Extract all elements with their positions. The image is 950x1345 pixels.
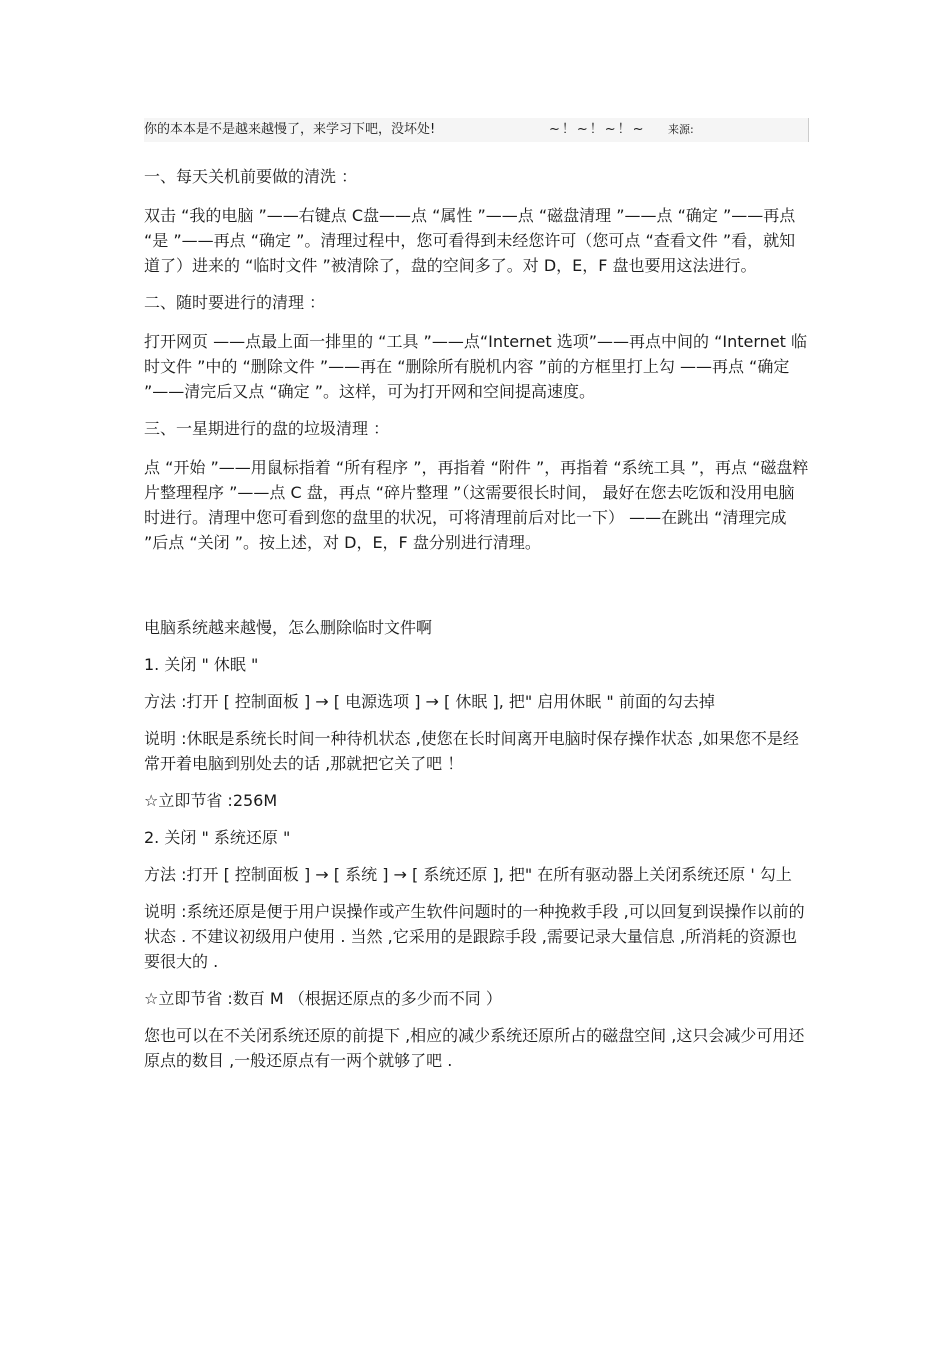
item-2-description: 说明 :系统还原是便于用户误操作或产生软件问题时的一种挽救手段 ,可以回复到误操作以前的状态 . 不建议初级用户使用 . 当然 ,它采用的是跟踪手段 ,需要记录大量信息 ,所消耗的资源也要很大的 . <box>144 902 805 971</box>
section-1-title: 一、每天关机前要做的清洗 ： <box>144 167 358 186</box>
item-1-description: 说明 :休眠是系统长时间一种待机状态 ,使您在长时间离开电脑时保存操作状态 ,如果您不是经常开着电脑到别处去的话 ,那就把它关了吧 ！ <box>144 729 799 773</box>
item-2-savings: ☆立即节省 :数百 M （根据还原点的多少而不同 ） <box>144 989 502 1008</box>
item-2-note: 您也可以在不关闭系统还原的前提下 ,相应的减少系统还原所占的磁盘空间 ,这只会减少可用还原点的数目 ,一般还原点有一两个就够了吧 . <box>144 1026 805 1070</box>
item-1-savings: ☆立即节省 :256M <box>144 791 278 810</box>
item-2-method: 方法 :打开 [ 控制面板 ] → [ 系统 ] → [ 系统还原 ], 把" 在所有驱动器上关闭系统还原 ' 勾上 <box>144 865 792 884</box>
item-1-title: 1. 关闭 " 休眠 " <box>144 655 259 674</box>
banner-tilde: ~！~！~！~ <box>549 122 646 137</box>
item-2-title: 2. 关闭 " 系统还原 " <box>144 828 291 847</box>
article-2-title: 电脑系统越来越慢，怎么删除临时文件啊 <box>144 618 433 637</box>
section-3-body: 点 “开始 ”——用鼠标指着 “所有程序 ”，再指着 “附件 ”，再指着 “系统工具 ”，再点 “磁盘粹片整理程序 ”——点 C 盘，再点 “碎片整理 ”（这需要很长时间， 最好在您去吃饭和没用电脑时进行。清理中您可看到您的盘里的状况，可将清理前后对比一下） ——在跳出 “清理完成 ”后点 “关闭 ”。按上述，对 D，E，F 盘分别进行清理。 <box>144 458 809 552</box>
section-2-title: 二、随时要进行的清理 ： <box>144 293 326 312</box>
banner-source: 来源: <box>668 123 694 136</box>
banner-text: 你的本本是不是越来越慢了，来学习下吧，没坏处! <box>144 122 436 137</box>
document-page <box>144 118 809 1085</box>
section-gap <box>144 567 809 615</box>
section-2-body: 打开网页 ——点最上面一排里的 “工具 ”——点“Internet 选项”——再点中间的 “Internet 临时文件 ”中的 “删除文件 ”——再在 “删除所有脱机内容 ”前的方框里打上勾 ——再点 “确定 ”——清完后又点 “确定 ”。这样，可为打开网和空间提高速度。 <box>144 332 808 401</box>
intro-banner <box>144 118 809 142</box>
item-1-method: 方法 :打开 [ 控制面板 ] → [ 电源选项 ] → [ 休眠 ], 把" 启用休眠 " 前面的勾去掉 <box>144 692 715 711</box>
section-1-body: 双击 “我的电脑 ”——右键点 C盘——点 “属性 ”——点 “磁盘清理 ”——点 “确定 ”——再点 “是 ”——再点 “确定 ”。清理过程中，您可看得到未经您许可（您可点 “查看文件 ”看，就知道了）进来的 “临时文件 ”被清除了，盘的空间多了。对 D，E，F 盘也要用这法进行。 <box>144 206 796 275</box>
section-3-title: 三、一星期进行的盘的垃圾清理 ： <box>144 419 390 438</box>
